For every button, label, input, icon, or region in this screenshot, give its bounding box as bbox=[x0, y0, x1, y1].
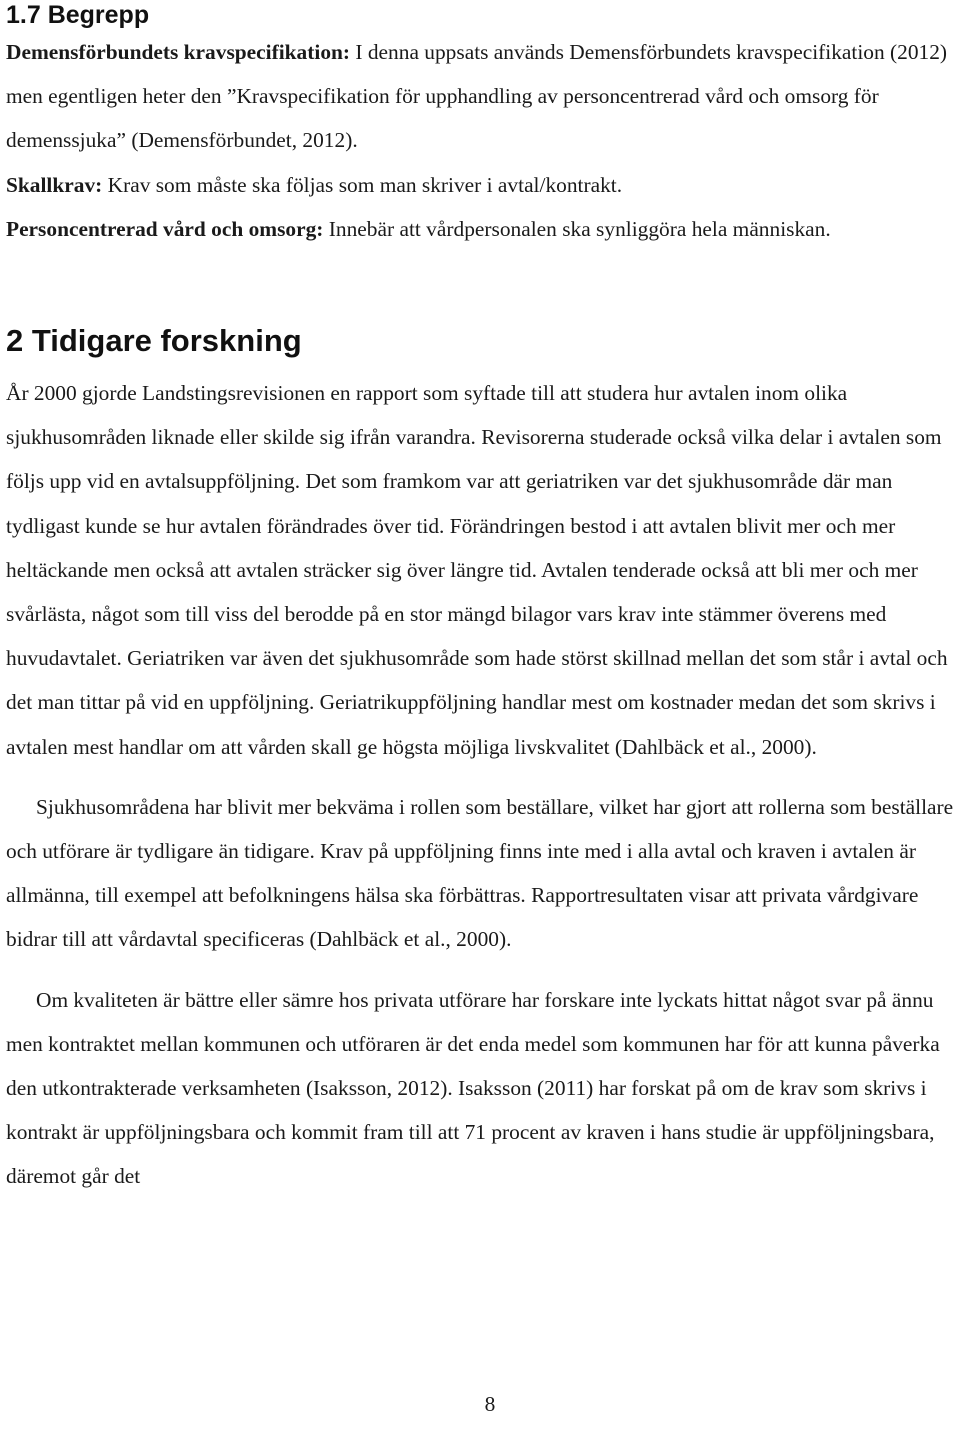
page-number: 8 bbox=[484, 1392, 496, 1416]
definition-personcentrerad-vard bbox=[6, 207, 956, 251]
section-heading-begrepp: 1.7 Begrepp bbox=[6, 1, 150, 29]
body-paragraph-2: Sjukhusområdena har blivit mer bekväma i rollen som beställare, vilket har gjort att rollerna som beställare och utförare är tydligare än tidigare. Krav på uppföljning finns inte med i alla avtal och kraven i avtalen är allmänna, till exempel att befolkningens hälsa ska förbättras. Rapportresultaten visar att privata vårdgivare bidrar till att vårdavtal specificeras (Dahlbäck et al., 2000). bbox=[6, 794, 954, 952]
definition-skallkrav bbox=[6, 163, 956, 207]
body-paragraph-1: År 2000 gjorde Landstingsrevisionen en rapport som syftade till att studera hur avtalen inom olika sjukhusområden liknade eller skilde sig ifrån varandra. Revisorerna studerade också vilka delar i avtalen som följs upp vid en avtalsuppföljning. Det som framkom var att geriatriken var det sjukhusområde där man tydligast kunde se hur avtalen förändrades över tid. Förändringen bestod i att avtalen blivit mer och mer heltäckande men också att avtalen sträcker sig över längre tid. Avtalen tenderade också att bli mer och mer svårlästa, något som till viss del berodde på en stor mängd bilagor vars krav inte stämmer överens med huvudavtalet. Geriatriken var även det sjukhusområde som hade störst skillnad mellan det som står i avtal och det man tittar på vid en uppföljning. Geriatrikuppföljning handlar mest om kostnader medan det som skrivs i avtalen mest handlar om att vården skall ge högsta möjliga livskvalitet (Dahlbäck et al., 2000). bbox=[6, 381, 948, 759]
body-paragraph-3: Om kvaliteten är bättre eller sämre hos privata utförare har forskare inte lyckats hittat något svar på ännu men kontraktet mellan kommunen och utföraren är det enda medel som kommunen har för att kunna påverka den utkontrakterade verksamheten (Isaksson, 2012). Isaksson (2011) har forskat på om de krav som skrivs i kontrakt är uppföljningsbara och kommit fram till att 71 procent av kraven i hans studie är uppföljningsbara, däremot går det bbox=[6, 987, 940, 1189]
definition-text: I denna uppsats används Demensförbundets kravspecifikation (2012) men egentligen heter den ”Kravspecifikation för upphandling av personcentrerad vård och omsorg för demenssjuka” (Demensförbundet, 2012). bbox=[6, 40, 948, 153]
section-heading-tidigare-forskning: 2 Tidigare forskning bbox=[6, 323, 302, 359]
definition-demensforbundets-kravspecifikation bbox=[6, 30, 956, 163]
definition-term: Skallkrav: bbox=[6, 172, 103, 197]
definition-term: Demensförbundets kravspecifikation: bbox=[6, 40, 351, 64]
definition-text: Innebär att vårdpersonalen ska synliggöra hela människan. bbox=[323, 216, 831, 241]
definition-term: Personcentrerad vård och omsorg: bbox=[6, 216, 324, 241]
document-page bbox=[6, 0, 956, 1199]
definition-text: Krav som måste ska följas som man skriver i avtal/kontrakt. bbox=[102, 172, 623, 197]
